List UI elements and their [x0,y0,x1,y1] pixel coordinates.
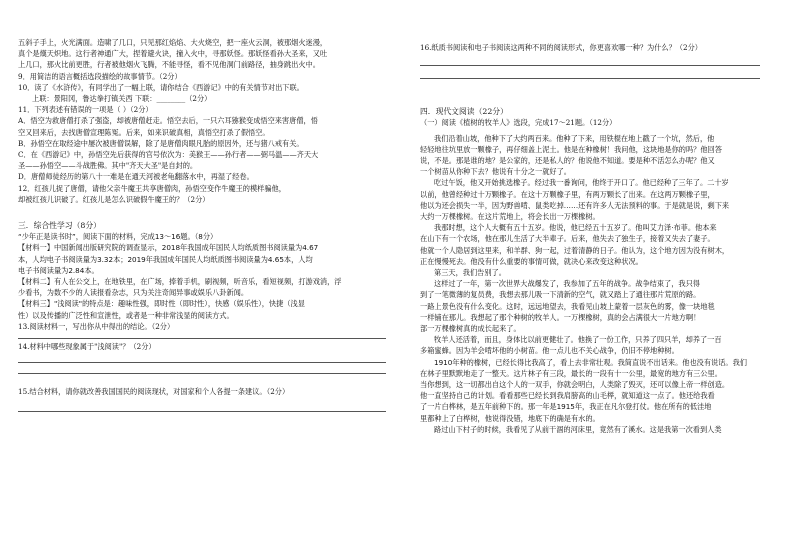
passage-line: 1910年种的橡树，已经长得比我高了，看上去非常壮观。我简直说不出话来。他也没有说话。我们 [434,357,747,367]
passage-line: 里都种上了白桦树，他说得没错，地底下的确是有水的。 [420,413,600,423]
passage-line: 吃过午饭，他又开始挑选橡子。经过我一番询问，他终于开口了。他已经种了三年了。二十岁 [434,178,729,188]
passage-line: 五斜子手上，火光满面。造啸了几口，只见那红焰焰、大火烧空，把一座火云洞，被那烟火迷漫， [18,38,328,47]
passage-line: 他就一个人隐居到这里来，和羊群、狗一起，过着清静的日子。他认为，这个地方因为没有树木， [420,245,730,255]
section-4-title: 四．现代文阅读（22分） [420,107,508,117]
passage-line: 路过山下村子的时候，我看见了从前干涸的河床里，竟然有了溪水。这是我第一次看到人类 [434,424,722,434]
material-line: 性）以及传播的广泛性和宣泄性，或者是一种非常浅显的阅读方式。 [18,310,234,320]
material-line: 少看书，为数不少的人读报看杂志，只为关注奇闻异事或娱乐八卦新闻。 [18,288,249,298]
q11-option-b: B．孙悟空在取经途中屡次被唐僧误解，除了是唐僧肉眼凡胎的原因外，还与猪八戒有关。 [18,138,304,148]
passage-line: 真个是熯天炽地。这行者神通广大，捏着避火诀，撞入火中，寻那妖怪。那妖怪看孙大圣来，又吐 [18,49,328,59]
question-10: 10．读了《水浒传》，有同学出了一幅上联，请你结合《西游记》中的有关情节对出下联。 [18,82,304,92]
passage-line: 到了一笔微薄的复员费，我想去那儿吸一下清新的空气，就又踏上了通往那片荒原的路。 [420,290,701,300]
right-column [400,0,794,560]
material-2 [18,276,386,298]
reading-passage [420,133,760,435]
question-12: 12．红孩儿捉了唐僧，请他父亲牛魔王共享唐僧肉，孙悟空变作牛魔王的模样骗他， [18,183,286,193]
question-13: 13.阅读材料一，写出你从中得出的结论。（2分） [18,321,175,331]
answer-line-16b[interactable] [420,78,760,79]
material-line: 【材料一】中国新闻出版研究院的调查显示，2018年我国成年国民人均纸质图书阅读量为4.67 [18,243,319,253]
passage-line: 在林子里默默地走了一整天。这片林子有三段，最长的一段有十一公里，最宽的地方有三公里。 [420,368,722,378]
material-line: 【材料二】有人在公交上，在地铁里，在广场，捧着手机，刷视频，听音乐，看短视频，打游戏消，浮 [18,277,342,287]
question-11-stem: 11．下列表述有错误的一项是（ ）（2分） [18,105,153,115]
material-line: 本，人均电子书阅读量为3.32本；2019年我国成年国民人均纸质图书阅读量为4.65本，人均 [18,254,313,264]
passage-line: 这样过了一年，第一次世界大战爆发了，我参加了五年的战争。战争结束了，我只得 [434,279,700,289]
material-line: 【材料三】"浅阅读"的特点是：趣味性强，即时性（即时性），快感（娱乐性），快捷（浅显 [18,299,305,309]
passage-line: 我们沿着山坡，他种下了大约两百来。他种了下来，用铁棍在地上戳了一个坑，然后，他 [434,133,715,143]
question-10-couplet: 上联：景阳冈，鲁达拳打镇关西 下联：________（2分） [32,94,212,104]
question-15: 15.结合材料，请你就改善我国国民的阅读现状，对国家和个人各提一条建议。（2分） [18,387,290,397]
question-14: 14.材料中哪些现象属于"浅阅读"？（2分） [18,342,156,352]
answer-line-13[interactable] [18,338,386,339]
passage-line: 轻轻地往坑里放一颗橡子，再仔细盖上泥土。他是在种橡树！我问他，这块地是你的吗？他回答 [420,144,722,154]
passage-line: 了一片白桦林，是五年前种下的。那一年是1915年，我正在凡尔登打仗。他在所有的低洼地 [420,402,712,412]
passage-line: 上几口，那火比前更胜，行者被他烟火飞腾，不能寻怪，看不见他洞门前路径，抽身跳出火中。 [18,60,320,70]
passage-line: 在山下有一个农场，他在那儿生活了大半辈子。后来，他失去了独生子，接着又失去了妻子。 [420,234,715,244]
material-line: 电子书阅读量为2.84本。 [18,265,99,275]
question-12-cont: 却被红孩儿识破了。红孩儿是怎么识破假牛魔王的？（2分） [18,194,210,204]
answer-line-16a[interactable] [420,65,760,66]
passage-line: 他以为还会损失一半，因为野兽啃、鼠类吃掉……还有许多人无法预料的事。于是就是说，剩下来 [420,200,730,210]
q11-option-d: D．唐僧师徒经历的第八十一难是在通天河被老龟翻落水中，再湿了经卷。 [18,172,254,182]
section-3-title: 三．综合性学习（8分） [18,221,101,231]
passage-line: 一路上景色没有什么变化。这时，远远地望去，我看见山坡上蒙着一层灰色的雾，像一块地毯 [420,301,715,311]
passage-line: 大约一万棵橡树。在这片荒地上，将会长出一万棵橡树。 [420,212,600,222]
passage-line: 我那时想，这个人大概有五十五岁。他说，他已经五十五岁了。他叫艾力泽·布菲。他本来 [434,223,717,233]
material-3 [18,298,386,320]
q11-option-a-cont: 空又回来后，去找唐僧宣理陈冤。后来，如来识破真相，真悟空打杀了假悟空。 [18,127,270,137]
section-3-intro: “少年正是读书时”，阅读下面的材料，完成13～16题。（8分） [18,232,218,242]
passage-line: 正在慢慢死去。他没有什么重要的事情可做，就决心来改变这种状况。 [420,256,643,266]
subsection-1-title: （一）阅读《植树的牧羊人》选段，完成17～21题。（12分） [420,118,617,128]
answer-line-15[interactable] [18,411,386,412]
passage-line: 他一直坚持自己的计划。看看那些已经长到我肩膀高的山毛榉，就知道这一点了。他还给我看 [420,391,715,401]
passage-line: 以前，他曾经种过十万颗橡子。在这十万颗橡子里，有两万颗长了出来。在这两万颗橡子里， [420,189,715,199]
question-16: 16.纸质书阅读和电子书阅读这两种不同的阅读形式，你更喜欢哪一种？为什么？（2分） [420,43,702,52]
passage-line: 牧羊人还活着，而且，身体比以前更健壮了。他换了一份工作，只养了四只羊，却养了一百 [434,335,722,345]
q11-option-c-cont: 圣——孙悟空——斗战胜佛。其中"齐天大圣"是自封的。 [18,161,198,171]
answer-line-14b[interactable] [18,373,386,374]
passage-line: 一样铺在那儿。我想起了那个种树的牧羊人。一万棵橡树，真的会占满很大一片地方啊！ [420,312,701,322]
passage-line: 多箱蜜蜂。因为羊会啃坏他的小树苗。他一点儿也不关心战争，仍旧不停地种树。 [420,346,679,356]
answer-line-14a[interactable] [18,362,386,363]
q11-option-c: C．在《西游记》中，孙悟空先后获得的官号依次为：美猴王——孙行者——弼马温——齐天大 [18,150,319,160]
passage-line: 部一万棵橡树真的成长起来了。 [420,324,521,334]
passage-line: 一个树苗从你种下去？他说有十分之一就好了。 [420,167,571,177]
passage-line: 说，不是。那是谁的地？是公家的，还是私人的？他说他不知道。要是种不活怎么办呢？他又 [420,156,715,166]
question-9: 9．用简洁的语言概括选段描绘的故事情节。（2分） [18,71,182,81]
passage-tail [18,37,386,71]
material-1 [18,242,386,276]
q11-option-a: A．悟空为救唐僧打杀了强盗，却被唐僧赶走。悟空去后，一只六耳猕猴变成悟空来害唐僧，悟 [18,116,318,126]
passage-line: 当你想到，这一切都出自这个人的一双手，你就会明白，人类除了毁灭，还可以像上帝一样创造。 [420,380,730,390]
passage-line: 第三天，我们告别了。 [434,268,506,278]
